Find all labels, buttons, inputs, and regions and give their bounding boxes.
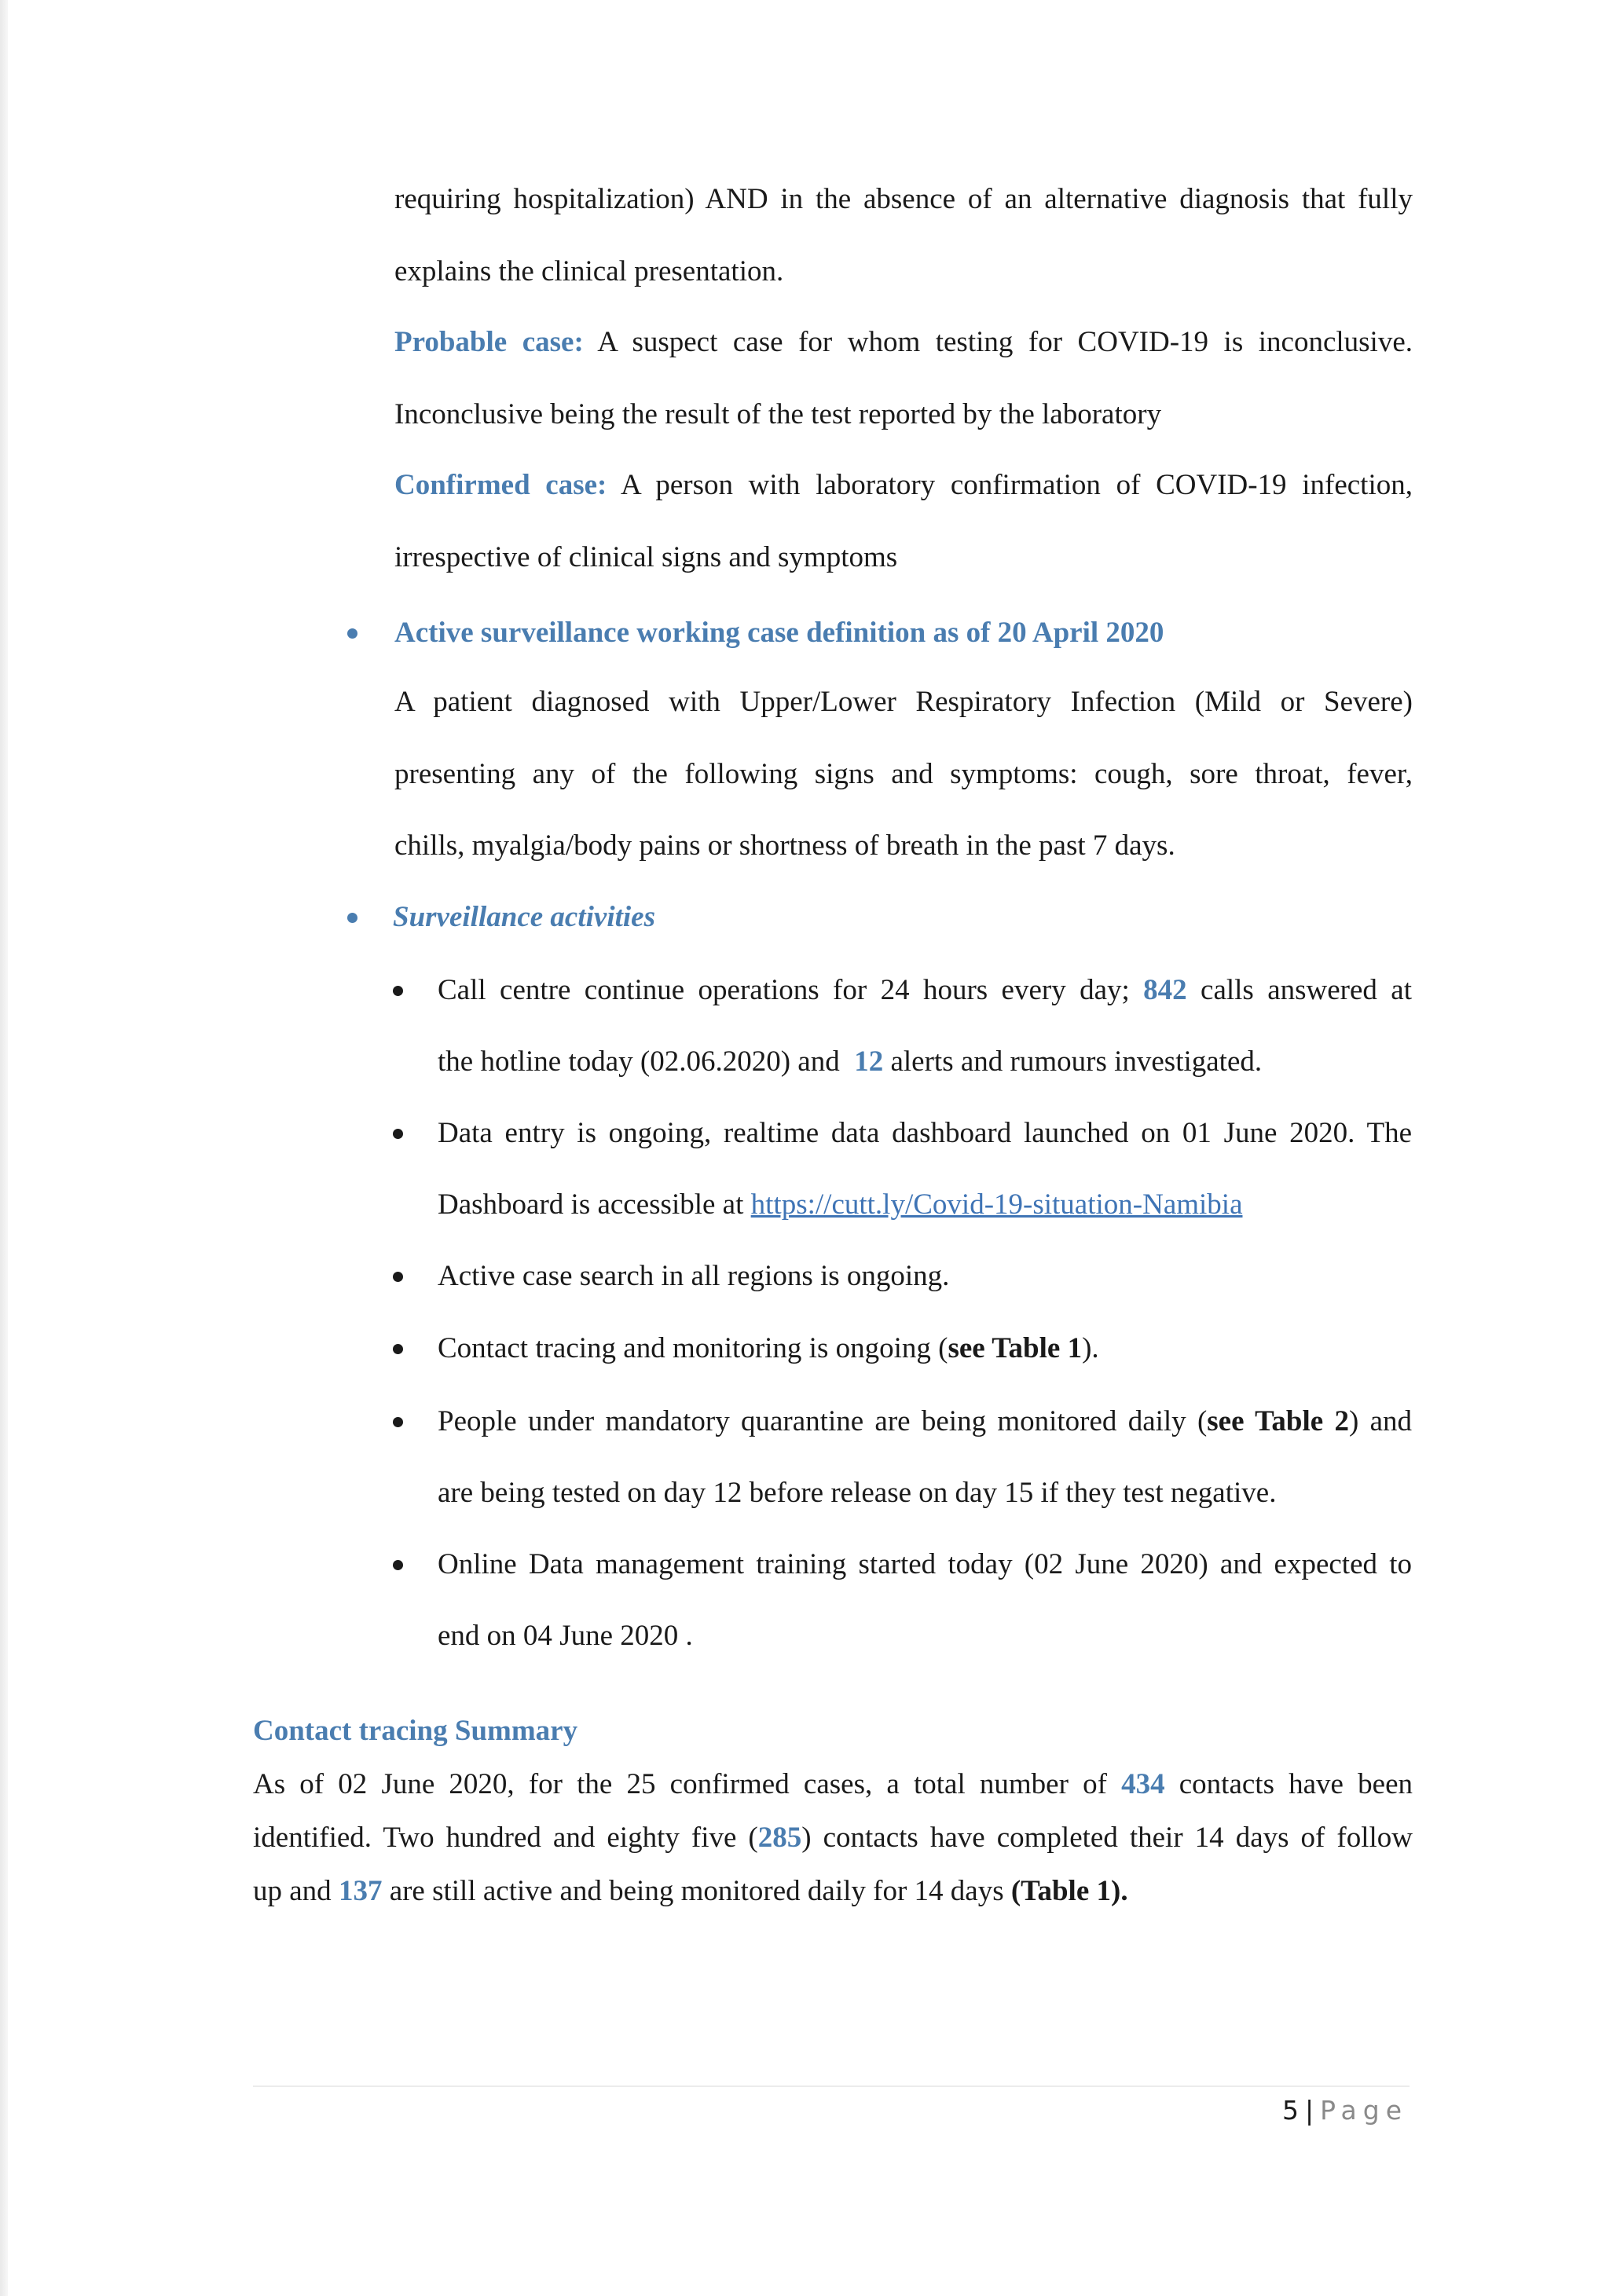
probable-case-line-1 (394, 325, 1413, 360)
summary-text: As of 02 June 2020, for the 25 confirmed cases, a total number of (253, 1768, 1122, 1800)
continuation-line-2: explains the clinical presentation. (394, 255, 784, 287)
alerts-count: 12 (854, 1045, 884, 1078)
probable-case-text: A suspect case for whom testing for COVID-19 is inconclusive. (583, 326, 1413, 358)
bullet-icon (393, 1272, 403, 1282)
bullet-icon (393, 1344, 403, 1354)
bullet-icon (347, 913, 357, 923)
bullet-icon (393, 1560, 403, 1570)
summary-text: ) contacts have completed their 14 days of follow (801, 1822, 1413, 1854)
continuation-line-1 (394, 182, 1413, 217)
page-label: Page (1320, 2095, 1409, 2126)
activity-text: People under mandatory quarantine are being monitored daily ( (438, 1405, 1208, 1437)
activity-item-dashboard-line-1 (438, 1116, 1412, 1151)
page-separator: | (1305, 2095, 1316, 2126)
activity-text: Online Data management training started today (02 June 2020) and expected to (438, 1548, 1412, 1580)
page-number-footer (1282, 2093, 1408, 2128)
dashboard-link[interactable]: https://cutt.ly/Covid-19-situation-Namibia (750, 1188, 1243, 1221)
active-surveillance-line-2 (394, 757, 1413, 792)
confirmed-case-line-1 (394, 468, 1413, 503)
table-reference: see Table 2 (1207, 1405, 1349, 1437)
activity-item-quarantine-line-1 (438, 1404, 1412, 1439)
total-contacts-count: 434 (1121, 1768, 1165, 1800)
activity-item-quarantine-line-2: are being tested on day 12 before release on day 15 if they test negative. (438, 1477, 1277, 1509)
bullet-icon (393, 1129, 403, 1139)
activity-text: ) and (1348, 1405, 1413, 1437)
activity-text: Contact tracing and monitoring is ongoing ( (438, 1332, 948, 1364)
active-surveillance-heading: Active surveillance working case definition as of 20 April 2020 (394, 617, 1164, 649)
activity-text: Data entry is ongoing, realtime data dashboard launched on 01 June 2020. The (438, 1117, 1412, 1149)
surveillance-activities-heading: Surveillance activities (393, 901, 655, 933)
activity-text: the hotline today (02.06.2020) and (438, 1045, 855, 1078)
activity-text: alerts and rumours investigated. (883, 1045, 1263, 1078)
confirmed-case-line-2: irrespective of clinical signs and symptoms (394, 541, 898, 573)
summary-text: identified. Two hundred and eighty five ( (253, 1822, 758, 1854)
activity-text: calls answered at (1186, 974, 1412, 1006)
activity-item-call-centre-line-2 (438, 1045, 1262, 1079)
bullet-icon (393, 1417, 403, 1427)
probable-case-line-2: Inconclusive being the result of the test reported by the laboratory (394, 398, 1162, 430)
confirmed-case-text: A person with laboratory confirmation of COVID-19 infection, (607, 469, 1413, 501)
calls-answered-count: 842 (1143, 974, 1187, 1006)
bullet-icon (393, 986, 403, 996)
activity-text: Dashboard is accessible at (438, 1188, 751, 1221)
bullet-icon (347, 628, 357, 639)
summary-text: up and (253, 1875, 339, 1907)
activity-text: ). (1082, 1332, 1099, 1364)
active-surveillance-line-3: chills, myalgia/body pains or shortness of breath in the past 7 days. (394, 829, 1175, 862)
activity-item-training-line-2: end on 04 June 2020 . (438, 1620, 693, 1652)
table-reference: (Table 1). (1010, 1875, 1128, 1907)
contact-tracing-line-3 (253, 1874, 1128, 1909)
summary-text: are still active and being monitored daily for 14 days (382, 1875, 1011, 1907)
completed-contacts-count: 285 (757, 1822, 802, 1854)
footer-divider (253, 2085, 1410, 2087)
contact-tracing-line-1 (253, 1767, 1413, 1802)
activity-item-case-search: Active case search in all regions is ongoing. (438, 1260, 950, 1292)
active-surveillance-text-1: A patient diagnosed with Upper/Lower Respiratory Infection (Mild or Severe) (394, 686, 1413, 718)
active-surveillance-line-1 (394, 685, 1413, 720)
activity-text: Call centre continue operations for 24 hours every day; (438, 974, 1144, 1006)
page-number: 5 (1282, 2095, 1300, 2126)
activity-item-call-centre-line-1 (438, 973, 1412, 1008)
active-surveillance-text-2: presenting any of the following signs and symptoms: cough, sore throat, fever, (394, 758, 1413, 790)
contact-tracing-line-2 (253, 1821, 1413, 1855)
contact-tracing-heading: Contact tracing Summary (253, 1715, 578, 1747)
activity-item-dashboard-line-2 (438, 1188, 1243, 1222)
activity-item-contact-tracing (438, 1331, 1099, 1366)
active-contacts-count: 137 (338, 1875, 383, 1907)
confirmed-case-label: Confirmed case: (394, 469, 607, 501)
summary-text: contacts have been (1164, 1768, 1413, 1800)
activity-item-training-line-1 (438, 1547, 1412, 1582)
continuation-text-1: requiring hospitalization) AND in the absence of an alternative diagnosis that fully (394, 183, 1413, 215)
table-reference: see Table 1 (948, 1332, 1083, 1364)
probable-case-label: Probable case: (394, 326, 584, 358)
